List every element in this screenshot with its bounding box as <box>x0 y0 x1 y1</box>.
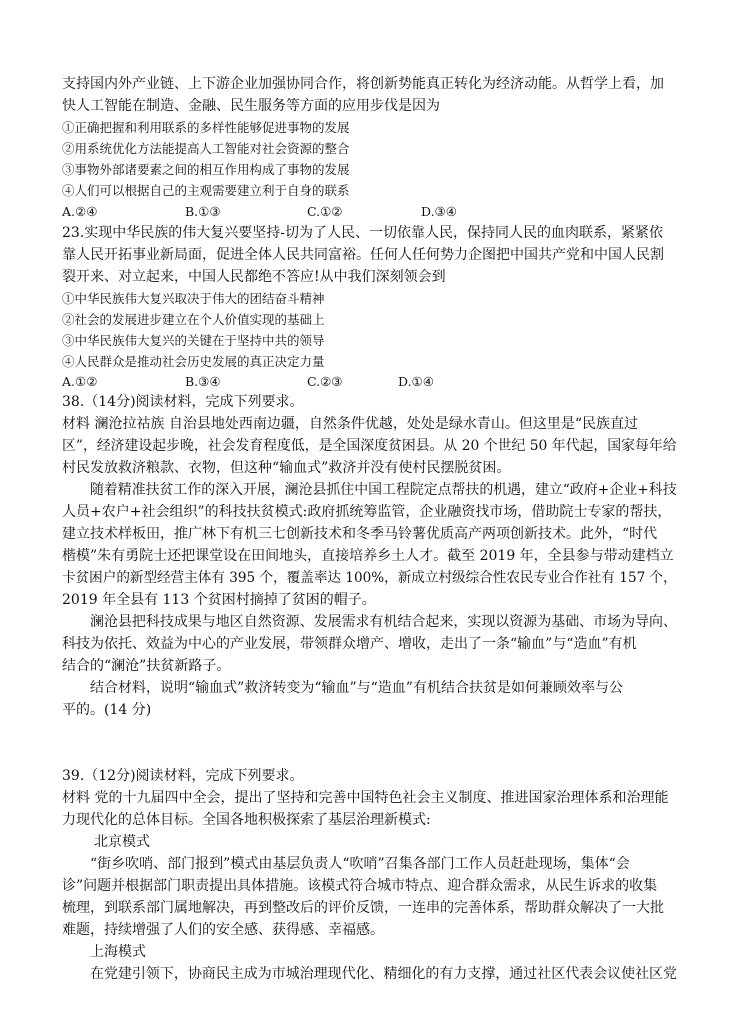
choice-statement-4: ④人们可以根据自己的主观需要建立利于自身的联系 <box>62 183 350 198</box>
q38-material-line: 澜沧县把科技成果与地区自然资源、发展需求有机结合起来，实现以资源为基础、市场为导向、 <box>90 614 678 630</box>
q38-material-line: 2019 年全县有 113 个贫困村摘掉了贫困的帽子。 <box>62 592 376 608</box>
q23-stem-line: 靠人民开拓事业新局面，促进全体人民共同富裕。任何人任何势力企图把中国共产党和中国人民割 <box>62 247 664 263</box>
q39-material-line: 难题，持续增强了人们的安全感、获得感、幸福感。 <box>62 922 384 938</box>
option-d: D.①④ <box>398 374 434 389</box>
choice-statement-2: ②用系统优化方法能提高人工智能对社会资源的整合 <box>62 141 350 156</box>
option-d: D.③④ <box>421 204 457 219</box>
choice-statement-1: ①正确把握和利用联系的多样性能够促进事物的发展 <box>62 120 350 135</box>
question-text-line: 快人工智能在制造、金融、民生服务等方面的应用步伐是因为 <box>62 98 440 114</box>
q23-statement-3: ③中华民族伟大复兴的关键在于坚持中共的领导 <box>62 333 325 348</box>
q38-heading: 38.（14分)阅读材料，完成下列要求。 <box>62 394 304 410</box>
q38-prompt-line: 平的。(14 分) <box>62 702 152 718</box>
question-text-line: 支持国内外产业链、上下游企业加强协同合作，将创新势能真正转化为经济动能。从哲学上看，加 <box>62 76 664 92</box>
q38-material-line: 村民发放救济粮款、衣物，但这种“输血式”救济并没有使村民摆脱贫困。 <box>62 460 511 476</box>
q39-material-line: 在党建引领下，协商民主成为市城治理现代化、精细化的有力支撑，通过社区代表会议使社区党 <box>90 966 678 982</box>
q38-material-line: 随着精准扶贫工作的深入开展，澜沧县抓住中国工程院定点帮扶的机遇，建立“政府+企业+科技 <box>90 482 677 498</box>
choice-statement-3: ③事物外部诸要素之间的相互作用构成了事物的发展 <box>62 162 350 177</box>
q38-material-line: 区”，经济建设起步晚，社会发育程度低，是全国深度贫困县。从 20 个世纪 50 年代起，国家每年给 <box>62 438 677 454</box>
option-a: A.①② <box>62 374 98 389</box>
q23-statement-1: ①中华民族伟大复兴取决于伟大的团结奋斗精神 <box>62 291 325 306</box>
q39-material-line: “街乡吹哨、部门报到”模式由基层负责人“吹哨”召集各部门工作人员赶赴现场，集体“会 <box>90 856 630 872</box>
q38-material-line: 卡贫困户的新型经营主体有 395 个，覆盖率达 100%，新成立村级综合性农民专业合作社有 157 个， <box>62 570 677 586</box>
q38-prompt-line: 结合材料，说明“输血式”救济转变为“输血”与“造血”有机结合扶贫是如何兼顾效率与公 <box>90 680 623 696</box>
q38-material-line: 楷模”朱有勇院士还把课堂设在田间地头，直接培养乡土人才。截至 2019 年，全县参与带动建档立 <box>62 548 674 564</box>
q39-material-line: 材料 党的十九届四中全会，提出了坚持和完善中国特色社会主义制度、推进国家治理体系和治理能 <box>62 790 669 806</box>
option-c: C.②③ <box>307 374 343 389</box>
q38-material-line: 建立技术样板田，推广林下有机三七创新技术和冬季马铃薯优质高产两项创新技术。此外，“时代 <box>62 526 658 542</box>
option-a: A.②④ <box>62 204 98 219</box>
q38-material-line: 人员+农户+社会组织”的科技扶贫模式:政府抓统筹监管，企业融资找市场，借助院士专家的帮扶， <box>62 504 672 520</box>
q39-subheading-beijing: 北京模式 <box>94 834 150 850</box>
q23-stem-line: 23.实现中华民族的伟大复兴要坚持-切为了人民、一切依靠人民，保持同人民的血肉联系，紧紧依 <box>62 225 663 241</box>
option-b: B.①③ <box>185 204 221 219</box>
q23-stem-line: 裂开来、对立起来，中国人民都绝不答应!从中我们深刻领会到 <box>62 269 446 285</box>
option-b: B.③④ <box>185 374 221 389</box>
q39-material-line: 诊”问题并根据部门职责提出具体措施。该模式符合城市特点、迎合群众需求，从民生诉求的收集 <box>62 878 658 894</box>
q23-statement-4: ④人民群众是推动社会历史发展的真正决定力量 <box>62 354 325 369</box>
q39-subheading-shanghai: 上海模式 <box>90 944 146 960</box>
q38-material-line: 结合的“澜沧”扶贫新路子。 <box>62 658 231 674</box>
q39-material-line: 力现代化的总体目标。全国各地积极探索了基层治理新模式: <box>62 812 431 828</box>
q39-heading: 39.（12分)阅读材料，完成下列要求。 <box>62 768 304 784</box>
q23-statement-2: ②社会的发展进步建立在个人价值实现的基础上 <box>62 312 325 327</box>
q38-material-line: 材料 澜沧拉祜族 自治县地处西南边疆，自然条件优越，处处是绿水青山。但这里是“民族直过 <box>62 416 639 432</box>
q39-material-line: 梳理，到联系部门属地解决，再到整改后的评价反馈，一连串的完善体系，帮助群众解决了一大批 <box>62 900 664 916</box>
q38-material-line: 科技为依托、效益为中心的产业发展，带领群众增产、增收，走出了一条“输血”与“造血”有机 <box>62 636 637 652</box>
option-c: C.①② <box>307 204 343 219</box>
